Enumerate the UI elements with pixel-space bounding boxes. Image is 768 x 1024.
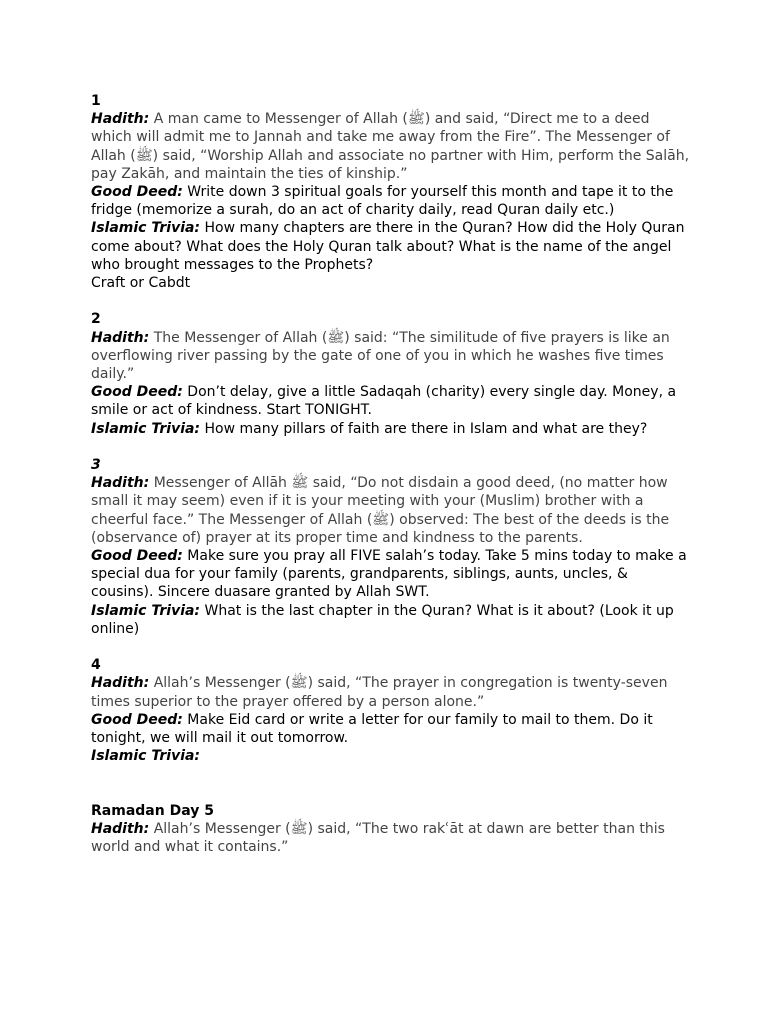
day-5-hadith-text: Allah’s Messenger (ﷺ) said, “The two rakʿāt at dawn are better than this world and what it contains.”: [91, 821, 665, 856]
hadith-label: Hadith:: [91, 111, 150, 128]
day-3-number: 3: [91, 457, 101, 474]
day-1-number: 1: [91, 93, 101, 109]
day-5-section: [91, 802, 691, 857]
hadith-label: Hadith:: [91, 475, 150, 492]
day-2-trivia: [91, 420, 691, 438]
trivia-label: Islamic Trivia:: [91, 420, 201, 437]
day-1-extra: Craft or Cabdt: [91, 275, 191, 292]
good-deed-label: Good Deed:: [91, 184, 183, 201]
day-1-good-deed: [91, 183, 691, 219]
blank-line: [91, 784, 691, 802]
day-4-good-deed-text: Make Eid card or write a letter for our family to mail to them. Do it tonight, we will mail it out tomorrow.: [91, 711, 653, 747]
day-1-section: [91, 92, 691, 292]
day-1-hadith-text: A man came to Messenger of Allah (ﷺ) and said, “Direct me to a deed which will admit me to Jannah and take me away from the Fire”. The Messenger of Allah (ﷺ) said, “Worship Allah and associate no partner with Him, perform the Salāh, pay Zakāh, and maintain the ties of kinship.”: [91, 111, 690, 182]
day-1-good-deed-text: Write down 3 spiritual goals for yourself this month and tape it to the fridge (memorize a surah, do an act of charity daily, read Quran daily etc.): [91, 184, 674, 219]
day-2-hadith-text: The Messenger of Allah (ﷺ) said: “The similitude of five prayers is like an overflowing river passing by the gate of one of you in which he washes five times daily.”: [91, 329, 670, 383]
trivia-label: Islamic Trivia:: [91, 748, 201, 765]
day-2-good-deed-text: Don’t delay, give a little Sadaqah (charity) every single day. Money, a smile or act of kindness. Start TONIGHT.: [91, 384, 677, 419]
day-3-trivia-text: What is the last chapter in the Quran? What is it about? (Look it up online): [91, 602, 674, 637]
day-2-hadith: [91, 329, 691, 384]
day-4-section: [91, 656, 691, 765]
day-3-good-deed: [91, 547, 691, 602]
day-4-good-deed: [91, 711, 691, 747]
document-page: [91, 92, 691, 856]
day-4-hadith: [91, 674, 691, 710]
day-4-trivia: [91, 747, 691, 765]
day-3-good-deed-text: Make sure you pray all FIVE salah’s today. Take 5 mins today to make a special dua for your family (parents, grandparents, siblings, aunts, uncles, & cousins). Sincere duasare granted by Allah SWT.: [91, 548, 687, 601]
day-3-trivia: [91, 602, 691, 638]
day-3-hadith: [91, 474, 691, 547]
day-3-hadith-text: Messenger of Allāh ﷺ said, “Do not disdain a good deed, (no matter how small it may seem) even if it is your meeting with your (Muslim) brother with a cheerful face.” The Messenger of Allah (ﷺ) observed: The best of the deeds is the (observance of) prayer at its proper time and kindness to the parents.: [91, 475, 670, 546]
day-1-hadith: [91, 110, 691, 183]
day-1-trivia-text: How many chapters are there in the Quran? How did the Holy Quran come about? What does the Holy Quran talk about? What is the name of the angel who brought messages to the Prophets?: [91, 220, 685, 273]
day-2-good-deed: [91, 383, 691, 419]
day-4-hadith-text: Allah’s Messenger (ﷺ) said, “The prayer in congregation is twenty-seven times superior to the prayer offered by a person alone.”: [91, 675, 668, 710]
hadith-label: Hadith:: [91, 675, 150, 692]
day-1-trivia: [91, 219, 691, 274]
day-2-number: 2: [91, 311, 101, 328]
good-deed-label: Good Deed:: [91, 384, 183, 401]
day-4-number: 4: [91, 657, 101, 674]
trivia-label: Islamic Trivia:: [91, 220, 201, 237]
day-3-section: [91, 456, 691, 638]
day-5-hadith: [91, 820, 691, 856]
hadith-label: Hadith:: [91, 821, 150, 838]
day-2-trivia-text: How many pillars of faith are there in Islam and what are they?: [200, 420, 648, 437]
day-2-section: [91, 310, 691, 437]
good-deed-label: Good Deed:: [91, 548, 183, 565]
hadith-label: Hadith:: [91, 329, 150, 346]
trivia-label: Islamic Trivia:: [91, 602, 201, 619]
day-5-heading: Ramadan Day 5: [91, 802, 214, 819]
good-deed-label: Good Deed:: [91, 711, 183, 728]
